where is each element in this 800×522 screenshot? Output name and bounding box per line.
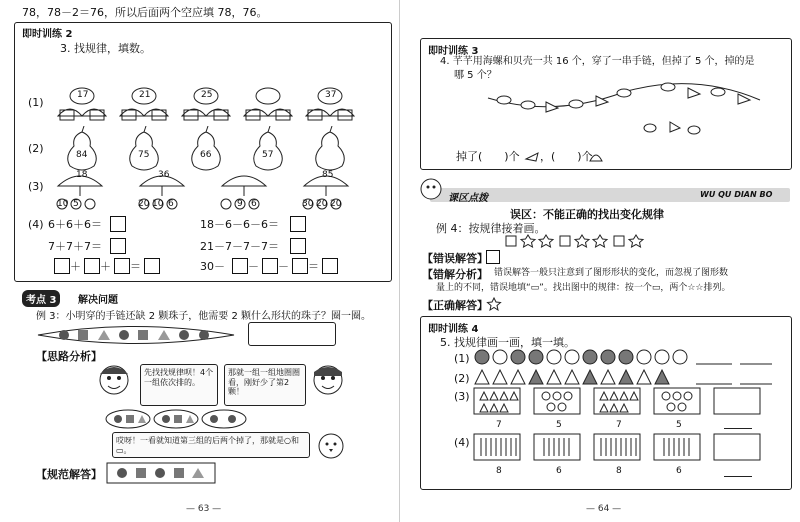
analysis-label: 【思路分析】 (36, 350, 102, 363)
answer-box[interactable] (144, 258, 160, 274)
row1-label: (1) (28, 96, 44, 109)
triangle-pattern (474, 368, 774, 386)
example3-text: 例 3：小明穿的手链还缺 2 颗珠子，他需要 2 颗什么形状的珠子？圈一圈。 (36, 311, 371, 322)
flower-value: 17 (77, 90, 89, 100)
grouped-beads-figure (104, 408, 320, 430)
row2-label: (2) (28, 142, 44, 155)
drop-value: 6 (168, 199, 174, 209)
umbrella-top: 36 (158, 170, 170, 180)
drop-value: 10 (57, 199, 69, 209)
r4-number: 6 (556, 466, 562, 476)
bracelet-figure (34, 322, 244, 348)
circle-pattern (474, 348, 774, 366)
drop-value: 9 (237, 199, 243, 209)
q4-text-2: 哪 5 个？ (454, 70, 497, 81)
equation-3: 7＋7＋7＝ (48, 240, 102, 253)
pear-1 (68, 126, 97, 170)
drop-value: 5 (73, 199, 79, 209)
bar-box-pattern (472, 432, 762, 462)
bubble-3-text: 哎呀！一看就知道第三组的后两个掉了，那就是○和▭。 (116, 436, 299, 455)
wrong-analysis-label: 【错解分析】 (422, 268, 488, 281)
flower-value: 37 (325, 90, 337, 100)
section-title: 课区点拨 (448, 193, 488, 204)
umbrella-3 (221, 176, 266, 209)
q3-text: 3. 找规律，填数。 (60, 42, 151, 55)
drop-value: 20 (330, 199, 342, 209)
r3-number: 5 (556, 420, 562, 430)
answer-box[interactable] (232, 258, 248, 274)
answer-box[interactable] (54, 258, 70, 274)
flower-4 (244, 88, 292, 120)
bubble-1-text: 先找找规律呗！4个一组依次排的。 (144, 368, 214, 387)
wrong-answer-label: 【错误解答】 (422, 252, 488, 265)
drop-value: 30 (302, 199, 314, 209)
answer-box[interactable] (290, 216, 306, 232)
q4-answer: 掉了( )个 (456, 150, 520, 163)
bracelet-shells-figure (484, 78, 764, 138)
r4-number: 8 (496, 466, 502, 476)
answer-bead-box[interactable] (248, 322, 336, 346)
r3-number: 5 (676, 420, 682, 430)
answer-box[interactable] (322, 258, 338, 274)
correct-answer-label: 【正确解答】 (422, 299, 488, 312)
answer-box[interactable] (110, 216, 126, 232)
plus-sign: ＋ (70, 260, 81, 273)
r3-label: (3) (454, 390, 470, 403)
shape-box-pattern (472, 386, 762, 416)
drop-value: 6 (251, 199, 257, 209)
flower-value: 21 (139, 90, 151, 100)
q5-text: 5. 找规律画一画，填一填。 (440, 336, 575, 349)
flower-value: 25 (201, 90, 213, 100)
page-number: — 63 — (186, 504, 222, 514)
drop-value: 20 (316, 199, 328, 209)
practice4-title: 即时训练 4 (428, 324, 479, 335)
answer-box[interactable] (292, 258, 308, 274)
drop-value: 10 (152, 199, 164, 209)
chick-figure (314, 428, 348, 462)
answer-bracelet (106, 462, 218, 484)
pear-value: 66 (200, 150, 212, 160)
equals-sign: ＝ (308, 260, 319, 273)
right-page (400, 0, 800, 522)
mistake-title: 误区：不能正确的找出变化规律 (510, 208, 664, 221)
drop-value: 20 (138, 199, 150, 209)
wrong-analysis-line-1: 错误解答一般只注意到了图形形状的变化，而忽视了图形数 (494, 268, 729, 278)
page-number: — 64 — (586, 504, 622, 514)
plus-sign: ＋ (100, 260, 111, 273)
answer-box[interactable] (290, 238, 306, 254)
star-icon (486, 297, 502, 311)
q4-text: 4. 芊芊用海螺和贝壳一共 16 个，穿了一串手链，但掉了 5 个，掉的是 (440, 56, 755, 67)
pear-value: 75 (138, 150, 150, 160)
point3-tag: 考点 3 (22, 290, 60, 307)
pear-value: 57 (262, 150, 274, 160)
answer-box[interactable] (262, 258, 278, 274)
bubble-2-text: 那就一组一组地圈圈看，刚好少了第2颗！ (228, 368, 300, 397)
point3-title: 解决问题 (78, 295, 118, 306)
shape-sequence (504, 234, 664, 248)
umbrella-top: 18 (76, 170, 88, 180)
mascot-icon (418, 176, 444, 202)
equation-2: 18－6－6－6＝ (200, 218, 279, 231)
row4-label: (4) (28, 218, 44, 231)
pear-3 (192, 126, 221, 170)
r3-number: 7 (496, 420, 502, 430)
practice2-title: 即时训练 2 (22, 29, 73, 40)
scallop-icon (588, 149, 604, 163)
carryover-line: 78，78－2＝76，所以后面两个空应填 78，76。 (22, 6, 268, 19)
r1-label: (1) (454, 352, 470, 365)
r2-label: (2) (454, 372, 470, 385)
row3-label: (3) (28, 180, 44, 193)
umbrella-top: 85 (322, 170, 334, 180)
conch-icon (524, 149, 540, 163)
answer-box[interactable] (84, 258, 100, 274)
wrong-analysis-line-2: 量上的不同，错误地填“▭”。找出图中的规律：按一个▭，两个☆☆排列。 (436, 283, 731, 293)
section-pinyin: WU QU DIAN BO (700, 190, 773, 199)
r4-number: 8 (616, 466, 622, 476)
equation-1: 6＋6＋6＝ (48, 218, 102, 231)
pear-5 (316, 126, 345, 170)
pear-value: 84 (76, 150, 88, 160)
example4-text: 例 4：按规律接着画。 (436, 222, 546, 235)
answer-box[interactable] (114, 258, 130, 274)
wrong-answer-box (486, 250, 500, 264)
r3-number: 7 (616, 420, 622, 430)
equation-6-prefix: 30－ (200, 260, 225, 273)
pear-4 (254, 126, 283, 170)
boy-figure (306, 360, 352, 410)
r4-answer-line[interactable] (724, 476, 752, 477)
answer-box[interactable] (110, 238, 126, 254)
r4-label: (4) (454, 436, 470, 449)
r4-number: 6 (676, 466, 682, 476)
r3-answer-line[interactable] (724, 428, 752, 429)
pear-2 (130, 126, 159, 170)
q4-answer-2: ，( )个 (540, 150, 593, 163)
answer-label: 【规范解答】 (36, 468, 102, 481)
girl-figure (92, 360, 138, 410)
practice3-title: 即时训练 3 (428, 46, 479, 57)
minus-sign: － (278, 260, 289, 273)
equals-sign: ＝ (130, 260, 141, 273)
minus-sign: － (248, 260, 259, 273)
equation-4: 21－7－7－7＝ (200, 240, 279, 253)
